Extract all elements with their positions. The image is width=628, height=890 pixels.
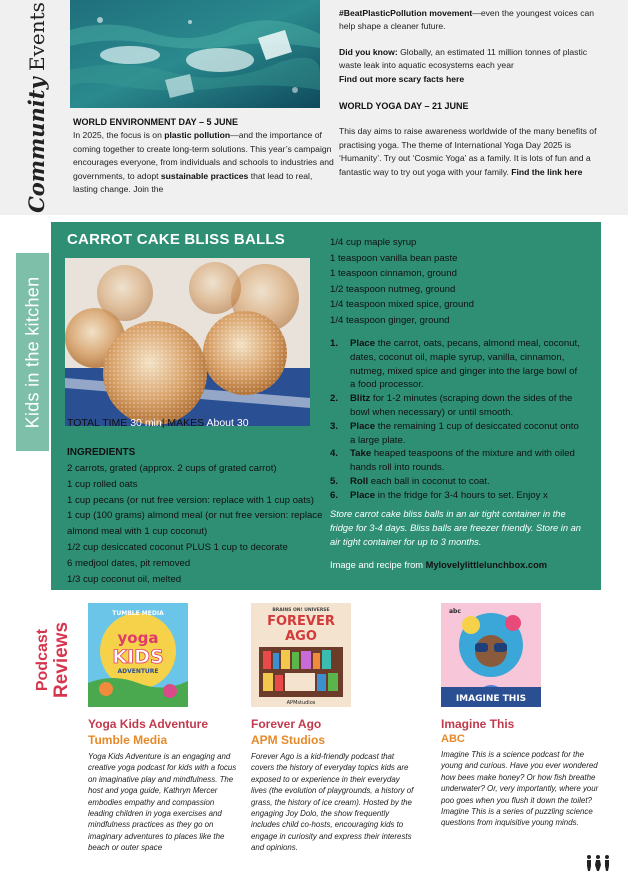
kids-kitchen-tab [16, 253, 49, 451]
podcast-title[interactable]: Yoga Kids Adventure [88, 717, 209, 731]
podcast-reviews-tab [28, 612, 76, 708]
ingredient-item: 1/4 cup maple syrup [330, 237, 417, 248]
podcast-tab-line1: Podcast [34, 628, 51, 692]
yoga-cover-l3: ADVENTURE [117, 668, 159, 675]
imagine-cover-l1: IMAGINE THIS [455, 694, 527, 704]
kids-kitchen-label: Kids in the kitchen [22, 276, 43, 428]
makes-value: About 30 [206, 417, 249, 429]
podcast-yoga-kids [88, 603, 240, 854]
imagine-this-cover[interactable] [441, 603, 541, 707]
bliss-balls-photo [65, 258, 310, 426]
podcast-tab-line2: Reviews [51, 621, 72, 699]
recipe-source-link[interactable]: Mylovelylittlelunchbox.com [425, 560, 548, 570]
total-time-value: 30 min [130, 417, 162, 429]
podcast-publisher: APM Studios [251, 733, 325, 747]
forever-ago-cover[interactable] [251, 603, 351, 707]
ingredient-item: 1 cup pecans (or nut free version: replace with 1 cup oats) [67, 494, 314, 506]
ingredient-item: 2 carrots, grated (approx. 2 cups of grated carrot) [67, 463, 277, 474]
ingredient-item: 1/3 cup coconut oil, melted [67, 573, 182, 585]
method-step: 2. Blitz for 1-2 minutes (scraping down the sides of the bowl when necessary) or until smooth. [330, 393, 573, 418]
forever-cover-top: BRAINS ON! UNIVERSE [272, 608, 330, 613]
ingredient-item: 1 cup (100 grams) almond meal (or nut free version: replace almond meal with 1 cup coconut) [67, 510, 323, 538]
podcast-publisher: ABC [441, 733, 465, 745]
imagine-cover-top: abc [449, 608, 461, 615]
recipe-time-makes: TOTAL TIME 30 min| MAKES About 30 [67, 417, 249, 429]
method-step: 5. Roll each ball in coconut to coat. [330, 475, 490, 487]
method-step: 3. Place the remaining 1 cup of desiccated coconut onto a large plate. [330, 420, 579, 446]
forever-cover-l3: APMstudios [286, 700, 316, 706]
ingredients-heading: INGREDIENTS [67, 447, 136, 458]
method-steps [330, 337, 585, 503]
yoga-cover-l1: yoga [117, 629, 159, 647]
plastic-pollution-highlight: plastic pollution [164, 130, 231, 141]
podcast-description: Forever Ago is a kid-friendly podcast that covers the history of everyday topics kids are exposed to or experience in their everyday lives (the evolution of playgrounds, a history of grass, the history of ice cream). Hosted by the engaging Joy Dolo, the show frequently includes child co-hosts, encouraging kids to engage in curiosity and express their interests and opinions. [251, 752, 414, 853]
world-yoga-text: This day aims to raise awareness worldwide of the many benefits of practising yoga. The theme of International Yoga Day 2025 is ‘Humanity’. Try out ‘Cosmic Yoga’ as a family. It is lots of fun and a fantastic way to try out yoga with your family. Find the link here [339, 126, 597, 177]
method-step: 1. Place the carrot, oats, pecans, almond meal, coconut, dates, coconut oil, maple syrup, vanilla, cinnamon, nutmeg, mixed spice and ginger into the large bowl of a food processor. [330, 338, 580, 391]
forever-cover-l1: FOREVER [267, 614, 335, 629]
ingredient-item: 1/4 teaspoon mixed spice, ground [330, 299, 474, 311]
ingredient-item: 1 teaspoon vanilla bean paste [330, 252, 458, 264]
community-events-title [22, 1, 50, 213]
recipe-source: Image and recipe from Mylovelylittlelunchbox.com [330, 560, 548, 570]
podcast-publisher: Tumble Media [88, 733, 168, 747]
podcast-forever-ago [251, 603, 416, 854]
podcast-title[interactable]: Imagine This [441, 717, 515, 731]
ingredient-item: 6 medjool dates, pit removed [67, 557, 191, 569]
world-environment-heading: WORLD ENVIRONMENT DAY – 5 JUNE [73, 117, 239, 127]
forever-cover-l2: AGO [285, 629, 317, 644]
method-step: 4. Take heaped teaspoons of the mixture and with oiled hands roll into rounds. [330, 448, 575, 474]
yoga-cover-l2: KIDS [112, 646, 164, 668]
ingredient-item: 1/2 cup desiccated coconut PLUS 1 cup to decorate [67, 541, 288, 553]
yoga-kids-cover[interactable] [88, 603, 188, 707]
world-environment-day [73, 116, 335, 196]
beat-plastic-hashtag-link[interactable]: #BeatPlasticPollution movement [339, 8, 473, 18]
method-step: 6. Place in the fridge for 3-4 hours to set. Enjoy x [330, 489, 548, 501]
ingredient-item: 1 teaspoon cinnamon, ground [330, 268, 457, 280]
podcast-description: Imagine This is a science podcast for the young and curious. Have you ever wondered how bees make honey? Or how fish breathe underwater? Or, very importantly, where your poo goes when you flush it down the toilet? Imagine This is a series of puzzling science questions from inquisitive young minds. [441, 750, 599, 828]
community-title-plain: Events [24, 1, 49, 71]
ingredient-item: 1/2 teaspoon nutmeg, ground [330, 283, 456, 295]
recipe-card [51, 222, 601, 590]
world-environment-text-cont: #BeatPlasticPollution movement—even the youngest voices can help shape a cleaner future. [339, 8, 595, 32]
events-right-column [339, 7, 609, 179]
ingredient-item: 1/4 teaspoon ginger, ground [330, 314, 450, 326]
ingredients-list [67, 461, 337, 587]
world-yoga-heading: WORLD YOGA DAY – 21 JUNE [339, 101, 469, 112]
yoga-link[interactable]: Find the link here [511, 166, 583, 177]
makes-label: MAKES [167, 417, 205, 429]
podcast-imagine-this [441, 603, 601, 829]
ingredients-list-continued [330, 235, 580, 329]
community-title-script: Community [23, 76, 49, 213]
ocean-plastic-image [70, 0, 320, 108]
world-environment-text: In 2025, the focus is on plastic pollution—and the importance of coming together to create long-term solutions. This year’s campaign encourages everyone, from individuals and schools to industries and governments, to adopt sustainable practices that lead to real, lasting change. Join the [73, 130, 334, 195]
scary-facts-link[interactable]: Find out more scary facts here [339, 73, 465, 84]
storage-note: Store carrot cake bliss balls in an air tight container in the fridge for 3-4 days. Bliss balls are freezer friendly. Store in an air tight container for up to 3 months. [330, 509, 581, 547]
total-time-label: TOTAL TIME [67, 417, 128, 429]
children-icon [585, 854, 611, 872]
did-you-know-text: Did you know: Globally, an estimated 11 million tonnes of plastic waste leak into aquatic ecosystems each year [339, 46, 588, 71]
recipe-title: CARROT CAKE BLISS BALLS [67, 231, 285, 248]
community-events-section [0, 0, 628, 215]
podcast-description: Yoga Kids Adventure is an engaging and creative yoga podcast for kids with a focus on imaginative play and mindfulness. The host and yoga guide, Kathryn Mercer embodies empathy and compassion leading children in yoga exercises and mindfulness practices as they go on imaginary adventures to places like the beach or outer space [88, 752, 237, 853]
yoga-cover-top: TUMBLE MEDIA [112, 610, 164, 617]
did-you-know-label: Did you know: [339, 46, 398, 57]
podcast-title[interactable]: Forever Ago [251, 717, 322, 731]
ingredient-item: 1 cup rolled oats [67, 478, 138, 490]
sustainable-practices-highlight: sustainable practices [160, 170, 249, 181]
